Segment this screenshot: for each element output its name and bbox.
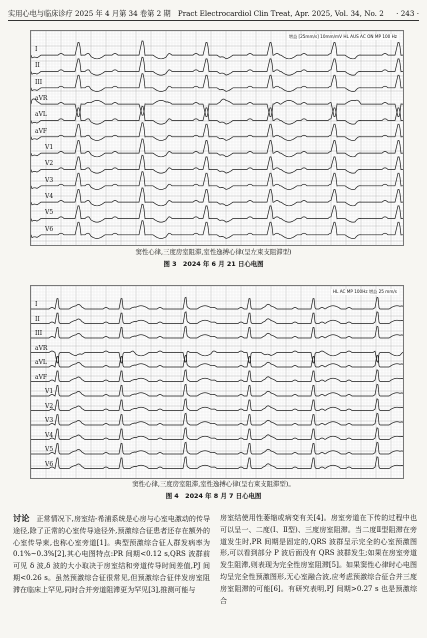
ecg-lead-label: V2 — [45, 402, 54, 410]
ecg-figure-4 — [30, 285, 404, 479]
ecg-lead-label: aVL — [35, 111, 47, 119]
ecg-lead-label: I — [35, 301, 38, 308]
body-column-right — [220, 513, 417, 607]
ecg-lead-label: I — [35, 46, 38, 53]
body-text-left: 正常情况下,房室结-希浦系统是心房与心室电激动的传导途径,除了正常的心室传导途径外,预激综合征患者还存在额外的心室传导束,也称心室旁道[1]。典型预激综合征人群发病率为 0.1%~0.3%[2],其心电图特点:PR 间期<0.12 s,QRS 波群前可见 δ 波,δ 波的大小取决于房室结和旁道传导时间差值,PJ 间期<0.26 s。虽然预激综合征很常见,但预激综合征伴发房室阻滞在临床上罕见,同时合并旁道阻滞更为罕见[3],推测可能与 — [13, 515, 210, 594]
ecg-lead-label: aVR — [35, 95, 48, 102]
ecg-lead-label: V5 — [45, 446, 54, 453]
section-heading: 讨论 — [13, 513, 30, 523]
ecg-trace-figure-3 — [31, 31, 403, 245]
body-column-left — [13, 513, 210, 597]
ecg-lead-label: II — [35, 62, 40, 70]
body-text-right: 房室结使用性萎缩或病变有关[4]。房室旁道在下传的过程中也可以呈一、二度(Ⅰ、Ⅱ型)、三度房室阻滞。当二度Ⅱ型阻滞在旁道发生时,PR 间期是固定的,QRS 波群呈示完全的心室预激图形,可以看到部分 P 波后面没有 QRS 波群发生;如果在房室旁道发生阻滞,则表现为完全性房室阻滞[5]。如果窦性心律时心电图均呈完全性预激图形,无心室融合波,应考虑预激综合征合并三度房室阻滞的可能[6]。有研究表明,PJ 间期>0.27 s 也是预激综合 — [220, 514, 417, 605]
figure-3-caption: 窦性心律,三度房室阻滞,室性逸搏心律(呈左束支阻滞型) — [135, 248, 292, 256]
figure-4-caption: 窦性心律,三度房室阻滞,室性逸搏心律(呈右束支阻滞型)。 — [132, 480, 295, 488]
journal-info: 实用心电与临床诊疗 2025 年 4 月第 34 卷第 2 期 Pract Electrocardiol Clin Treat, Apr. 2025, Vol. 34, No. 2 — [8, 9, 384, 18]
ecg-lead-label: V4 — [45, 193, 54, 200]
figure-4-title: 图 4 2024 年 8 月 7 日心电图 — [165, 492, 262, 500]
discussion-paragraph — [13, 513, 210, 597]
ecg-lead-label: III — [35, 330, 43, 337]
ecg-settings-label: HL AC MP 100Hz 增益 25 mm/s — [332, 289, 397, 294]
ecg-lead-label: V1 — [45, 144, 54, 151]
ecg-figure-3 — [30, 30, 404, 246]
ecg-grid — [31, 286, 403, 478]
ecg-settings-label: 增益 [25mm/s] 10mm/mV HL AUS AC ON MP 100 Hz — [288, 34, 397, 39]
ecg-lead-label: II — [35, 315, 40, 323]
ecg-lead-label: III — [35, 78, 43, 86]
ecg-lead-label: V3 — [45, 417, 54, 424]
ecg-lead-label: aVF — [35, 127, 48, 135]
ecg-lead-label: V6 — [45, 460, 54, 468]
ecg-trace-figure-4 — [31, 286, 403, 478]
figure-3-title: 图 3 2024 年 6 月 21 日心电图 — [163, 260, 264, 268]
ecg-lead-label: V6 — [45, 225, 54, 233]
ecg-lead-label: aVR — [35, 344, 48, 352]
ecg-lead-label: aVL — [35, 359, 47, 366]
ecg-lead-label: aVF — [35, 373, 48, 381]
ecg-lead-label: V5 — [45, 209, 54, 217]
ecg-lead-label: V1 — [45, 388, 54, 395]
running-header — [8, 8, 419, 21]
ecg-lead-label: V3 — [45, 176, 54, 184]
page-number: · 243 · — [396, 9, 419, 18]
ecg-lead-label: V4 — [45, 431, 54, 439]
ecg-lead-label: V2 — [45, 160, 54, 168]
